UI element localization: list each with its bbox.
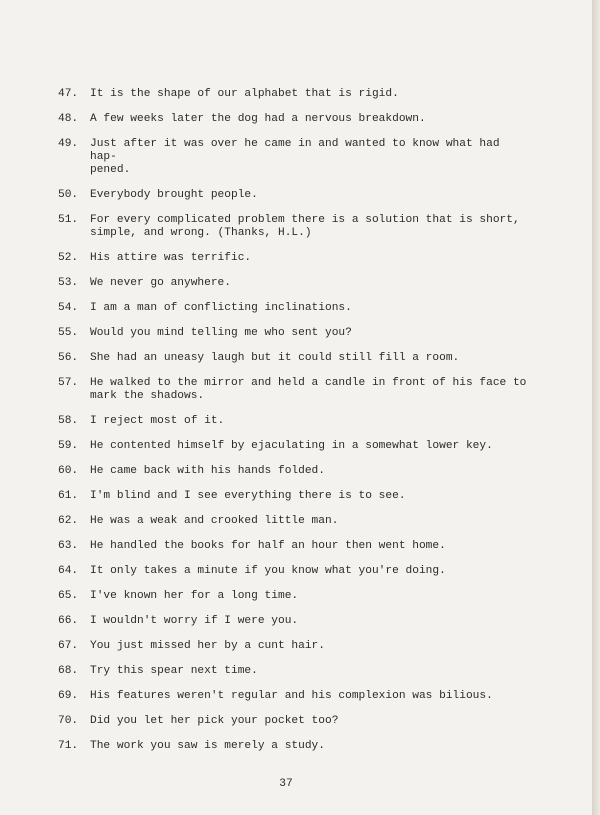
page-edge [592,0,600,815]
item-text: I reject most of it. [90,415,225,427]
item-number: 61. [58,490,79,502]
item-text: He came back with his hands folded. [90,465,325,477]
item-text: He handled the books for half an hour then went home. [90,540,446,552]
list-item [58,440,528,453]
list-item [58,88,528,101]
item-text: The work you saw is merely a study. [90,740,325,752]
item-number: 49. [58,138,79,150]
item-text: Everybody brought people. [90,189,258,201]
list-item [58,277,528,290]
list-item [58,189,528,202]
list-item [58,377,528,403]
item-number: 48. [58,113,79,125]
page-number: 37 [279,778,293,790]
item-number: 66. [58,615,79,627]
item-text: I am a man of conflicting inclinations. [90,302,352,314]
item-text: He was a weak and crooked little man. [90,515,339,527]
item-text: Try this spear next time. [90,665,258,677]
list-item [58,113,528,126]
list-item [58,740,528,753]
list-item [58,590,528,603]
item-number: 71. [58,740,79,752]
list-item [58,302,528,315]
item-text: A few weeks later the dog had a nervous breakdown. [90,113,426,125]
item-text: His attire was terrific. [90,252,252,264]
item-text: We never go anywhere. [90,277,231,289]
item-text: Just after it was over he came in and wanted to know what had hap- pened. [90,138,500,176]
item-number: 50. [58,189,79,201]
item-number: 58. [58,415,79,427]
item-number: 47. [58,88,79,100]
item-number: 63. [58,540,79,552]
list-item [58,515,528,528]
item-number: 67. [58,640,79,652]
list-item [58,565,528,578]
list-item [58,327,528,340]
item-number: 55. [58,327,79,339]
item-number: 54. [58,302,79,314]
list-item [58,415,528,428]
list-item [58,690,528,703]
list-item [58,465,528,478]
item-text: You just missed her by a cunt hair. [90,640,325,652]
item-text: I'm blind and I see everything there is to see. [90,490,406,502]
item-number: 64. [58,565,79,577]
item-number: 65. [58,590,79,602]
item-number: 69. [58,690,79,702]
item-text: He contented himself by ejaculating in a somewhat lower key. [90,440,493,452]
item-text: It only takes a minute if you know what you're doing. [90,565,446,577]
item-text: She had an uneasy laugh but it could still fill a room. [90,352,460,364]
list-item [58,665,528,678]
item-number: 68. [58,665,79,677]
list-item [58,214,528,240]
item-text: I've known her for a long time. [90,590,299,602]
list-item [58,352,528,365]
list-item [58,715,528,728]
item-number: 52. [58,252,79,264]
item-number: 59. [58,440,79,452]
item-text: I wouldn't worry if I were you. [90,615,299,627]
item-text: Did you let her pick your pocket too? [90,715,339,727]
list-item [58,252,528,265]
item-number: 60. [58,465,79,477]
item-number: 62. [58,515,79,527]
item-number: 70. [58,715,79,727]
list-item [58,540,528,553]
item-text: He walked to the mirror and held a candle in front of his face to mark the shadows. [90,377,527,402]
item-number: 51. [58,214,79,226]
item-text: It is the shape of our alphabet that is rigid. [90,88,399,100]
item-text: His features weren't regular and his complexion was bilious. [90,690,493,702]
item-number: 57. [58,377,79,389]
item-text: Would you mind telling me who sent you? [90,327,352,339]
item-number: 56. [58,352,79,364]
list-item [58,138,528,177]
numbered-sentence-list [58,88,528,765]
list-item [58,640,528,653]
list-item [58,490,528,503]
list-item [58,615,528,628]
item-text: For every complicated problem there is a solution that is short, simple, and wrong. (Thanks, H.L.) [90,214,520,239]
item-number: 53. [58,277,79,289]
